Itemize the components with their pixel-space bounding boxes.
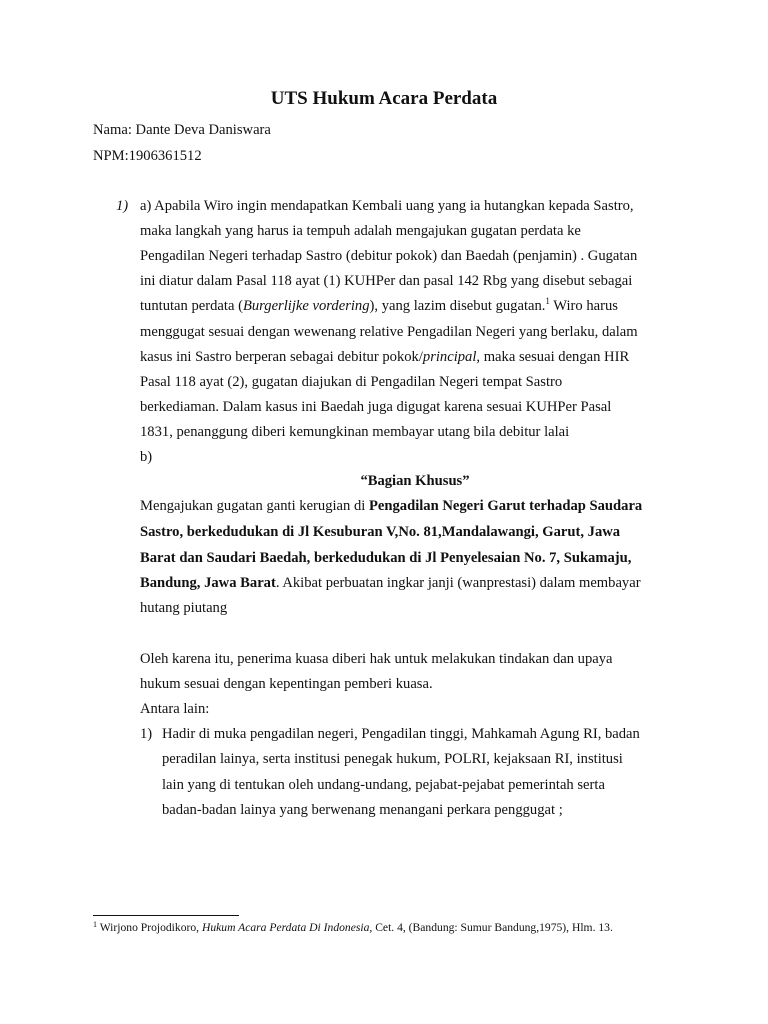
list-item-line: Hadir di muka pengadilan negeri, Pengadilan tinggi, Mahkamah Agung RI, badan (162, 726, 640, 742)
bold-text: Pengadilan Negeri Garut terhadap Saudara (368, 498, 643, 514)
answer-a-line: menggugat sesuai dengan wewenang relative Pengadilan Negeri yang berlaku, dalam (140, 324, 638, 340)
text-run: , maka sesuai dengan HIR (476, 349, 630, 365)
italic-book-title: Hukum Acara Perdata Di Indonesia, (201, 921, 373, 934)
answer-a-line: a) Apabila Wiro ingin mendapatkan Kembali uang yang ia hutangkan kepada Sastro, (140, 198, 634, 214)
list-item-line: lain yang di tentukan oleh undang-undang, pejabat-pejabat pemerintah serta (162, 777, 605, 793)
bold-text: Barat dan Saudari Baedah, berkedudukan di Jl Penyelesaian No. 7, Sukamaju, (140, 550, 632, 566)
footnote-ref: 1 (545, 296, 550, 306)
answer-a-line (140, 297, 618, 315)
answer-a-line: Pengadilan Negeri terhadap Sastro (debitur pokok) dan Baedah (penjamin) . Gugatan (140, 248, 638, 264)
italic-term: principal (422, 349, 477, 365)
text-run: Mengajukan gugatan ganti kerugian di (140, 498, 369, 514)
student-npm: NPM:1906361512 (93, 148, 202, 164)
text-run: Wiro harus (549, 298, 618, 314)
answer-a-line: 1831, penanggung diberi kemungkinan membayar utang bila debitur lalai (140, 424, 570, 440)
section-heading: “Bagian Khusus” (360, 473, 470, 489)
bold-text: Sastro, berkedudukan di Jl Kesuburan V,No. 81,Mandalawangi, Garut, Jawa (140, 524, 621, 540)
answer-b-line: hukum sesuai dengan kepentingan pemberi kuasa. (140, 676, 433, 692)
answer-a-line: ini diatur dalam Pasal 118 ayat (1) KUHPer dan pasal 142 Rbg yang disebut sebagai (140, 273, 633, 289)
list-item-line: badan-badan lainya yang berwenang menangani perkara penggugat ; (162, 802, 563, 818)
text-run: tuntutan perdata ( (140, 298, 243, 314)
answer-a-line: Pasal 118 ayat (2), gugatan diajukan di Pengadilan Negeri tempat Sastro (140, 374, 563, 390)
list-item-number: 1) (140, 726, 153, 742)
answer-b-line (140, 523, 620, 541)
list-item-line: peradilan lainya, serta institusi penegak hukum, POLRI, kejaksaan RI, institusi (162, 751, 623, 767)
student-name: Nama: Dante Deva Daniswara (93, 122, 271, 138)
text-run: . Akibat perbuatan ingkar janji (wanprestasi) dalam membayar (275, 575, 641, 591)
text-run: ), yang lazim disebut gugatan. (369, 298, 546, 314)
question-number: 1) (116, 198, 129, 214)
text-run: Wirjono Projodikoro, (97, 921, 202, 934)
answer-b-line (140, 549, 631, 567)
footnote (93, 920, 613, 935)
answer-b-line: Antara lain: (140, 701, 210, 717)
footnote-separator (93, 915, 239, 916)
answer-b-line (140, 574, 641, 592)
answer-a-line: berkediaman. Dalam kasus ini Baedah juga digugat karena sesuai KUHPer Pasal (140, 399, 612, 415)
answer-b-line (140, 497, 642, 515)
answer-b-label: b) (140, 449, 153, 465)
document-title: UTS Hukum Acara Perdata (270, 88, 498, 109)
answer-b-line: Oleh karena itu, penerima kuasa diberi hak untuk melakukan tindakan dan upaya (140, 651, 613, 667)
text-run: Cet. 4, (Bandung: Sumur Bandung,1975), Hlm. 13. (372, 921, 613, 934)
footnote-marker: 1 (93, 920, 97, 929)
answer-a-line (140, 348, 629, 366)
bold-text: Bandung, Jawa Barat (140, 575, 276, 591)
text-run: kasus ini Sastro berperan sebagai debitur pokok/ (140, 349, 423, 365)
answer-b-line: hutang piutang (140, 600, 228, 616)
answer-a-line: maka langkah yang harus ia tempuh adalah mengajukan gugatan perdata ke (140, 223, 581, 239)
italic-term: Burgerlijke vordering (242, 298, 370, 314)
